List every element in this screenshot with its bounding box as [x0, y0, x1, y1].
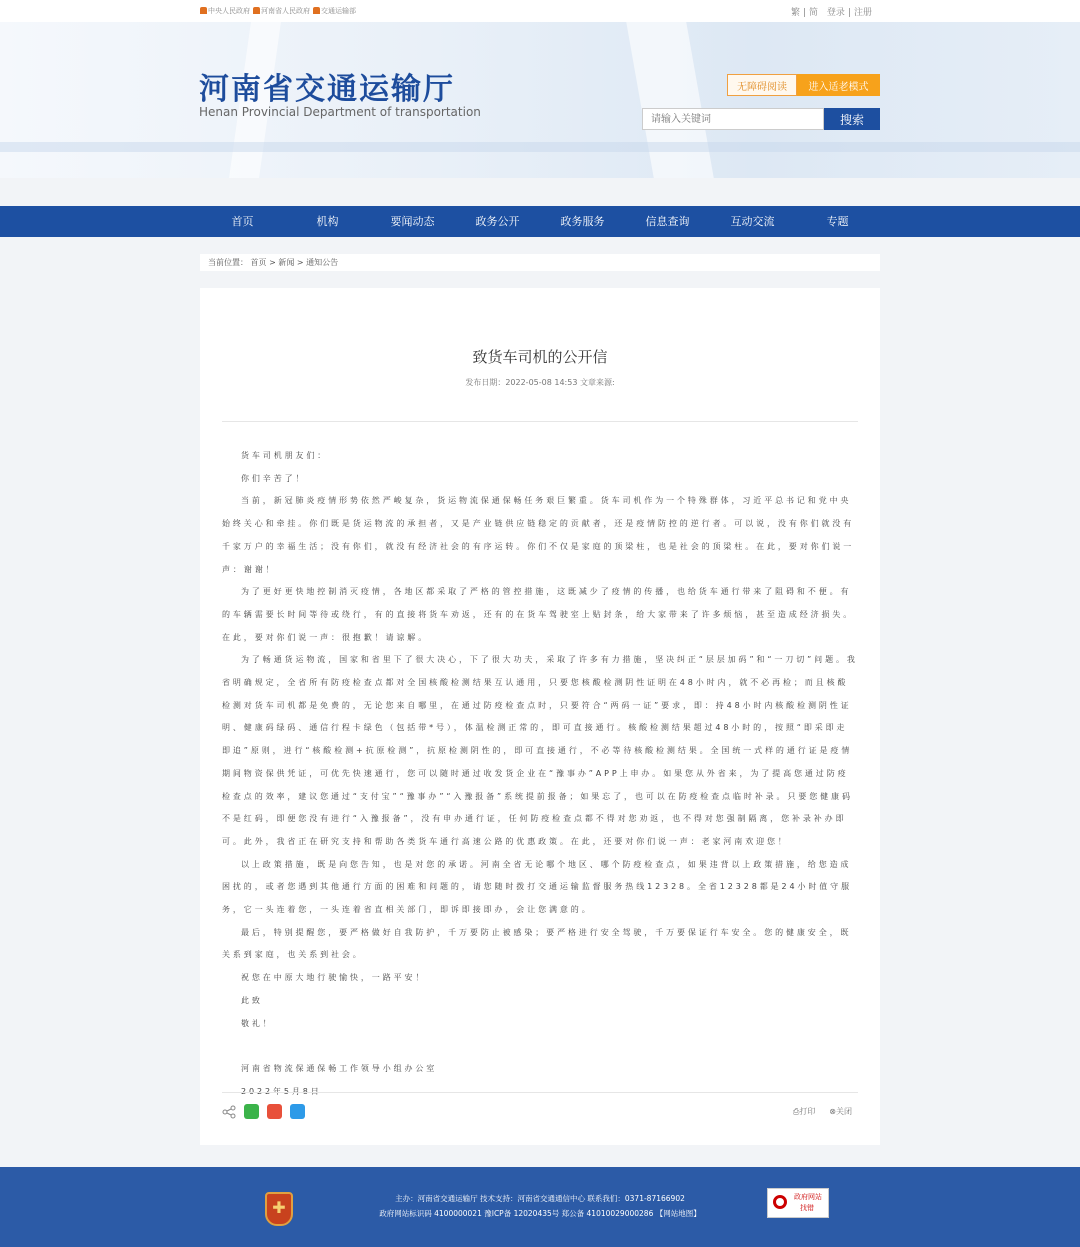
gov-links [200, 6, 356, 16]
badge-bottom: 找错 [800, 1204, 814, 1212]
link-label: 交通运输部 [321, 7, 356, 15]
footer [0, 1167, 1080, 1247]
paragraph: 你们辛苦了！ [241, 473, 307, 483]
paragraph: 祝您在中原大地行驶愉快，一路平安！ [241, 973, 427, 983]
paragraph: 为了畅通货运物流，国家和省里下了很大决心，下了很大功夫，采取了许多有力措施，坚决纠正“层层加码”和“一刀切”问题。我省明确规定，全省所有防疫检查点都对全国核酸检测结果互认通用，只要您核酸检测阴性证明在48小时内，就不必再检；而且核酸检测对货车司机都是免费的，无论您来自哪里，在通过防疫检查点时，只要符合“两码一证”要求，即：持48小时内核酸检测阴性证明、健康码绿码、通信行程卡绿色（包括带*号），体温检测正常的，即可直接通行。核酸检测结果超过48小时的，按照“即采即走即追”原则，进行“核酸检测+抗原检测”，抗原检测阴性的，即可直接通行，不必等待核酸检测结果。全国统一式样的通行证是疫情期间物资保供凭证，可优先快速通行，您可以随时通过收发货企业在“豫事办”APP上申办。如果您从外省来，为了提高您通过防疫检查点的效率，建议您通过“支付宝”“豫事办”“入豫报备”系统提前报备；如果忘了，也可以在防疫检查点临时补录。只要您健康码不是红码，即便您没有进行“入豫报备”，没有申办通行证，任何防疫检查点都不得对您劝返，也不得对您强制隔离，您补录补办即可。此外，我省正在研究支持和帮助各类货车通行高速公路的优惠政策。在此，还要对你们说一声：老家河南欢迎您！ [222, 655, 858, 846]
link-label: 中央人民政府 [208, 7, 250, 15]
link-label: 河南省人民政府 [261, 7, 310, 15]
header-banner [0, 22, 1080, 178]
gov-link[interactable] [313, 6, 356, 16]
footer-line2[interactable]: 政府网站标识码 4100000021 豫ICP备 12020435号 郑公备 41010029000286 【网站地图】 [379, 1209, 701, 1218]
paragraph: 以上政策措施，既是向您告知，也是对您的承诺。河南全省无论哪个地区、哪个防疫检查点，如果违背以上政策措施，给您造成困扰的，或者您遇到其他通行方面的困难和问题的，请您随时拨打交通运输监督服务热线12328。全省12328都是24小时值守服务，它一头连着您，一头连着省直相关部门，即诉即接即办，会让您满意的。 [222, 859, 852, 915]
article-body [222, 445, 858, 1103]
signature: 河南省物流保通保畅工作领导小组办公室 [241, 1063, 438, 1073]
close-label: 关闭 [836, 1107, 852, 1116]
emblem-icon [313, 7, 320, 14]
paragraph: 货车司机朋友们： [241, 451, 329, 460]
bridge-deck [0, 142, 1080, 152]
simplified-link[interactable]: 简 [809, 8, 819, 18]
nav-organization[interactable]: 机构 [316, 215, 339, 228]
badge-top: 政府网站 [794, 1193, 822, 1201]
search-input[interactable] [642, 108, 824, 130]
article-title: 致货车司机的公开信 [472, 348, 608, 366]
magnifier-icon [773, 1195, 787, 1209]
divider [222, 1092, 858, 1093]
article-meta: 发布日期：2022-05-08 14:53 文章来源: [465, 378, 615, 387]
gov-link[interactable] [253, 6, 310, 16]
gov-link[interactable] [200, 6, 250, 16]
gov-site-error-badge[interactable] [767, 1188, 829, 1218]
letter-date: 2022年5月8日 [241, 1086, 322, 1096]
print-label: 打印 [799, 1107, 816, 1116]
weibo-share-icon[interactable] [267, 1104, 282, 1119]
article-card [200, 288, 880, 1145]
register-link[interactable]: 注册 [853, 8, 872, 18]
accessible-reading-button[interactable]: 无障碍阅读 [727, 74, 797, 96]
breadcrumb[interactable]: 当前位置： 首页 > 新闻 > 通知公告 [200, 254, 880, 271]
site-title: 河南省交通运输厅 [199, 72, 455, 107]
paragraph: 此致 [241, 995, 263, 1005]
user-links: 繁 | 简 登录 | 注册 [790, 8, 872, 18]
print-button[interactable]: ⎙打印 [792, 1107, 816, 1116]
search-button[interactable]: 搜索 [824, 108, 880, 130]
paragraph: 当前，新冠肺炎疫情形势依然严峻复杂，货运物流保通保畅任务艰巨繁重。货车司机作为一个特殊群体，习近平总书记和党中央始终关心和牵挂。你们既是货运物流的承担者，又是产业链供应链稳定的贡献者，还是疫情防控的逆行者。可以说，没有你们就没有千家万户的幸福生活；没有你们，就没有经济社会的有序运转。你们不仅是家庭的顶梁柱，也是社会的顶梁柱。在此，要对你们说一声：谢谢！ [222, 496, 855, 574]
nav-topics[interactable]: 专题 [826, 215, 849, 228]
divider [222, 421, 858, 422]
site-subtitle: Henan Provincial Department of transportation [199, 105, 481, 119]
nav-interaction[interactable]: 互动交流 [730, 215, 775, 228]
nav-home[interactable]: 首页 [231, 215, 254, 228]
emblem-icon [253, 7, 260, 14]
footer-line1: 主办：河南省交通运输厅 技术支持：河南省交通通信中心 联系我们：0371-87166902 [395, 1194, 685, 1203]
close-button[interactable]: ⊗关闭 [829, 1107, 852, 1116]
login-link[interactable]: 登录 [826, 8, 845, 18]
nav-news[interactable]: 要闻动态 [390, 215, 435, 228]
main-nav [0, 206, 1080, 237]
top-bar [0, 0, 1080, 22]
nav-info-query[interactable]: 信息查询 [645, 215, 690, 228]
share-icon [222, 1105, 236, 1119]
bridge-pylon [626, 22, 714, 178]
emblem-icon [200, 7, 207, 14]
nav-gov-services[interactable]: 政务服务 [560, 215, 605, 228]
paragraph: 敬礼！ [241, 1018, 274, 1028]
nav-gov-affairs[interactable]: 政务公开 [475, 215, 520, 228]
traditional-link[interactable]: 繁 [790, 8, 800, 18]
paragraph: 最后，特别提醒您，要严格做好自我防护，千万要防止被感染；要严格进行安全驾驶，千万要保证行车安全。您的健康安全，既关系到家庭，也关系到社会。 [222, 927, 852, 960]
wechat-share-icon[interactable] [244, 1104, 259, 1119]
paragraph: 为了更好更快地控制消灭疫情，各地区都采取了严格的管控措施，这既减少了疫情的传播，也给货车通行带来了阻碍和不便。有的车辆需要长时间等待或绕行，有的直接将货车劝返，还有的在货车驾驶室上贴封条，给大家带来了许多烦恼，甚至造成经济损失。在此，要对你们说一声：很抱歉！请谅解。 [222, 587, 855, 642]
qq-share-icon[interactable] [290, 1104, 305, 1119]
party-gov-emblem[interactable]: ✚ [265, 1192, 293, 1226]
share-bar [222, 1104, 305, 1119]
elder-mode-button[interactable]: 进入适老模式 [797, 74, 880, 96]
spacer [222, 1035, 858, 1058]
